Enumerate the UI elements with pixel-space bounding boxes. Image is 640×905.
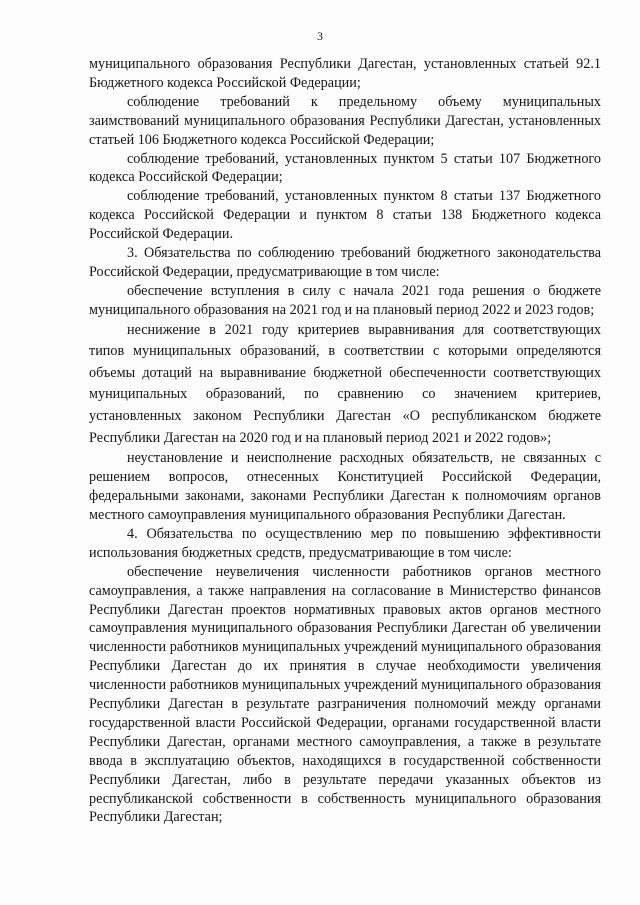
paragraph-item-3: 3. Обязательства по соблюдению требований бюджетного законодательства Российской Федерации, предусматривающие в том числе: (89, 245, 601, 280)
page-number: 3 (317, 29, 323, 43)
document-body (89, 55, 601, 827)
paragraph-article-107: соблюдение требований, установленных пунктом 5 статьи 107 Бюджетного кодекса Российской Федерации; (89, 150, 601, 186)
paragraph-expenditure-obligations: неустановление и неисполнение расходных обязательств, не связанных с решением вопросов, отнесенных Конституцией Российской Федерации, федеральными законами, законами Республики Дагестан к полномочиям органов местного самоуправления муниципального образования Республики Дагестан. (89, 450, 601, 523)
paragraph-staff-numbers: обеспечение неувеличения численности работников органов местного самоуправления, а также направления на согласование в Министерство финансов Республики Дагестан проектов нормативных правовых актов органов местного самоуправления муниципального образования Республики Дагестан об увеличении численности работников муниципальных учреждений муниципального образования Республики Дагестан до их принятия в случае необходимости увеличения численности работников муниципальных учреждений муниципального образования Республики Дагестан в результате разграничения полномочий между органами государственной власти Российской Федерации, органами государственной власти Республики Дагестан, органами местного самоуправления, а также в результате ввода в эксплуатацию объектов, находящихся в государственной собственности Республики Дагестан, либо в результате передачи указанных объектов из республиканской собственности в собственность муниципального образования Республики Дагестан; (89, 563, 601, 826)
paragraph-continuation: муниципального образования Республики Дагестан, установленных статьей 92.1 Бюджетного кодекса Российской Федерации; (89, 56, 601, 91)
paragraph-article-137-138: соблюдение требований, установленных пунктом 8 статьи 137 Бюджетного кодекса Российской Федерации и пунктом 8 статьи 138 Бюджетного кодекса Российской Федерации. (89, 188, 601, 243)
paragraph-budget-entry: обеспечение вступления в силу с начала 2021 года решения о бюджете муниципального образования на 2021 год и на плановый период 2022 и 2023 годов; (89, 282, 601, 318)
paragraph-equalization-criteria: неснижение в 2021 году критериев выравнивания для соответствующих типов муниципальных образований, в соответствии с которыми определяются объемы дотаций на выравнивание бюджетной обеспеченности соответствующих муниципальных образований, по сравнению со значением критериев, установленных законом Республики Дагестан «О республиканском бюджете Республики Дагестан на 2020 год и на плановый период 2021 и 2022 годов»; (89, 321, 601, 446)
paragraph-item-4: 4. Обязательства по осуществлению мер по повышению эффективности использования бюджетных средств, предусматривающие в том числе: (89, 525, 601, 561)
paragraph-borrowing-limit: соблюдение требований к предельному объему муниципальных заимствований муниципального образования Республики Дагестан, установленных статьей 106 Бюджетного кодекса Российской Федерации; (89, 93, 601, 148)
